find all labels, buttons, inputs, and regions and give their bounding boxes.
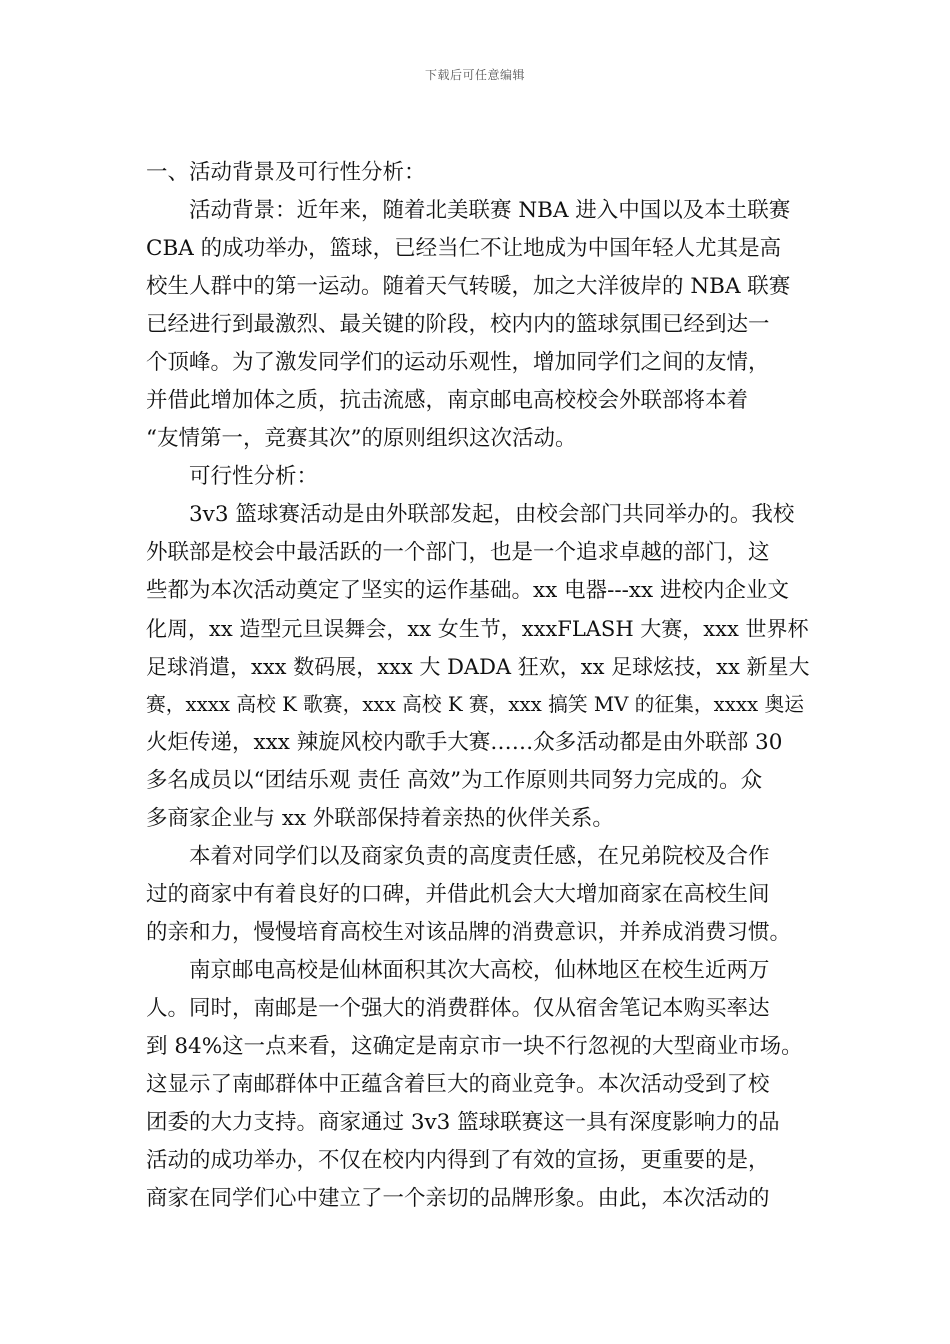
text-line: 足球消遣，xxx 数码展，xxx 大 DADA 狂欢，xx 足球炫技，xx 新星大	[146, 655, 810, 679]
text-line: 一、活动背景及可行性分析：	[146, 160, 426, 185]
text-line: 并借此增加体之质，抗击流感，南京邮电高校校会外联部将本着	[146, 388, 749, 413]
text-line: 到 84%这一点来看，这确定是南京市一块不行忽视的大型商业市场。	[146, 1034, 803, 1059]
text-line: 外联部是校会中最活跃的一个部门，也是一个追求卓越的部门，这	[146, 540, 770, 565]
text-line: 这显示了南邮群体中正蕴含着巨大的商业竞争。本次活动受到了校	[146, 1072, 770, 1097]
text-line: 活动背景：近年来，随着北美联赛 NBA 进入中国以及本土联赛	[189, 198, 791, 223]
text-line: 南京邮电高校是仙林面积其次大高校，仙林地区在校生近两万	[189, 958, 770, 983]
text-line: 已经进行到最激烈、最关键的阶段，校内内的篮球氛围已经到达一	[146, 312, 770, 337]
document-body	[146, 154, 810, 1218]
text-line: 个顶峰。为了激发同学们的运动乐观性，增加同学们之间的友情，	[146, 350, 770, 375]
text-line: 化周，xx 造型元旦误舞会，xx 女生节，xxxFLASH 大赛，xxx 世界杯	[146, 617, 809, 641]
text-line: 活动的成功举办，不仅在校内内得到了有效的宣扬，更重要的是，	[146, 1148, 770, 1173]
text-line: 人。同时，南邮是一个强大的消费群体。仅从宿舍笔记本购买率达	[146, 996, 770, 1021]
text-line: 火炬传递，xxx 辣旋风校内歌手大赛……众多活动都是由外联部 30	[146, 730, 783, 755]
text-line: CBA 的成功举办，篮球，已经当仁不让地成为中国年轻人尤其是高	[146, 236, 782, 261]
text-line: 多商家企业与 xx 外联部保持着亲热的伙伴关系。	[146, 806, 614, 831]
text-line: 赛，xxxx 高校 K 歌赛，xxx 高校 K 赛，xxx 搞笑 MV 的征集，xxxx 奥运	[146, 693, 804, 716]
header-note: 下载后可任意编辑	[424, 68, 525, 82]
text-line: 3v3 篮球赛活动是由外联部发起，由校会部门共同举办的。我校	[189, 502, 795, 527]
text-line: 多名成员以“团结乐观 责任 高效”为工作原则共同努力完成的。众	[146, 768, 763, 793]
text-line: 本着对同学们以及商家负责的高度责任感，在兄弟院校及合作	[189, 844, 770, 869]
text-line: 商家在同学们心中建立了一个亲切的品牌形象。由此，本次活动的	[146, 1186, 770, 1211]
text-line: 些都为本次活动奠定了坚实的运作基础。xx 电器---xx 进校内企业文	[146, 578, 789, 603]
text-line: 的亲和力，慢慢培育高校生对该品牌的消费意识，并养成消费习惯。	[146, 920, 792, 945]
text-line: “友情第一，竞赛其次”的原则组织这次活动。	[146, 426, 577, 451]
text-line: 校生人群中的第一运动。随着天气转暖，加之大洋彼岸的 NBA 联赛	[146, 274, 791, 299]
text-line: 过的商家中有着良好的口碑，并借此机会大大增加商家在高校生间	[146, 882, 770, 907]
text-line: 团委的大力支持。商家通过 3v3 篮球联赛这一具有深度影响力的品	[146, 1110, 780, 1135]
text-line: 可行性分析：	[189, 464, 319, 489]
